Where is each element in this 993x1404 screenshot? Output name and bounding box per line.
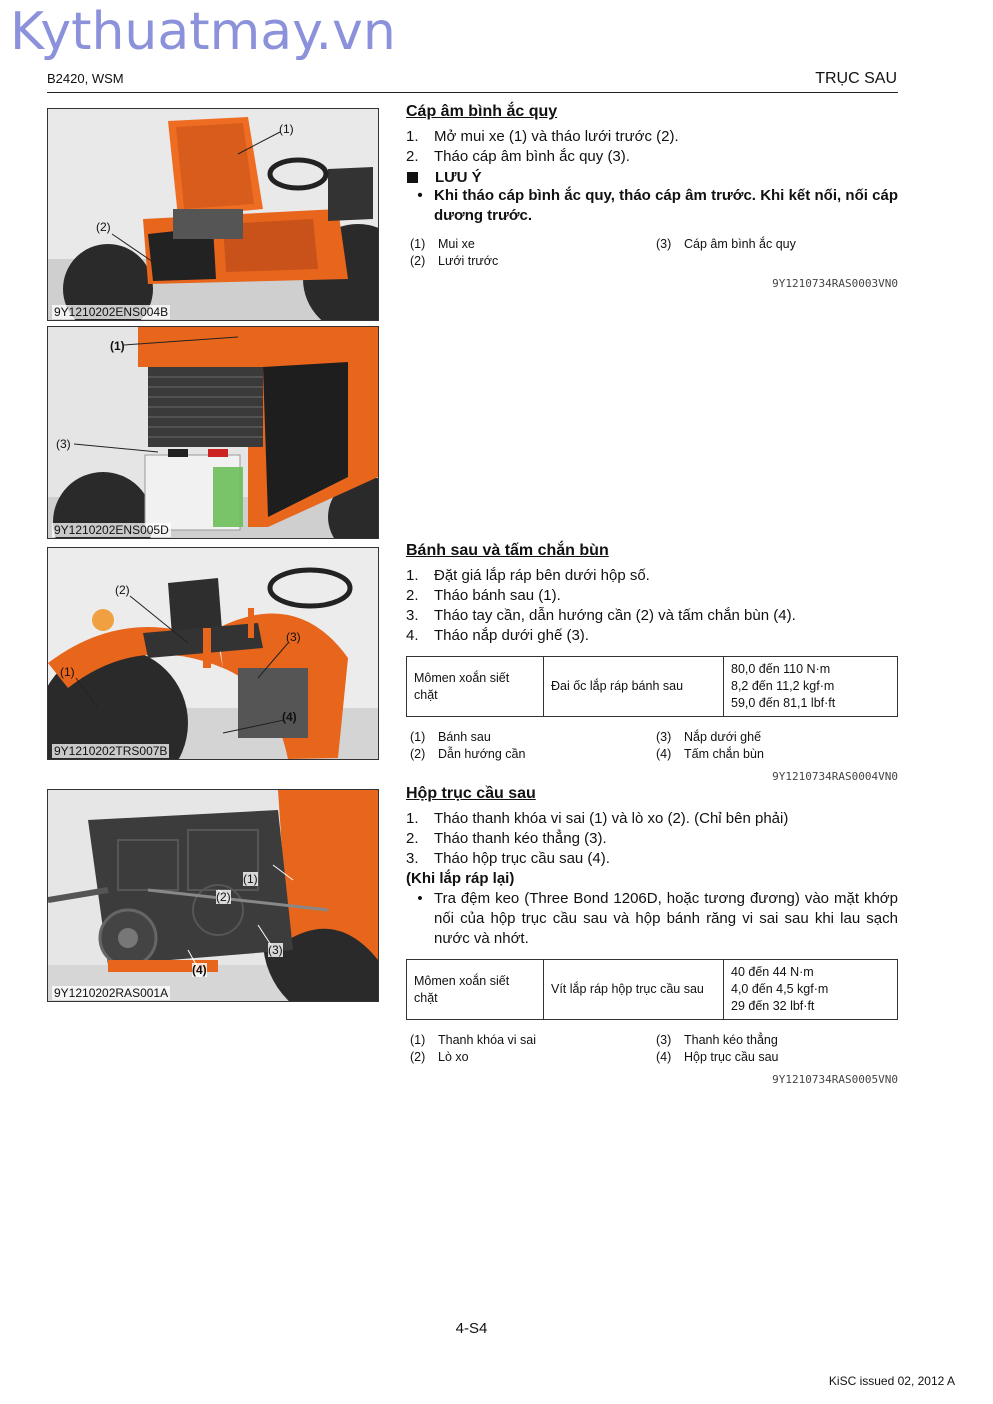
legend-item: (1) Mui xe <box>410 237 475 251</box>
legend-item: (1) Bánh sau <box>410 730 491 744</box>
legend-item: (3) Thanh kéo thẳng <box>656 1033 778 1047</box>
callout-2: (2) <box>216 890 231 904</box>
photo-rear-axle-case <box>47 789 379 1002</box>
legend-item: (3) Nắp dưới ghế <box>656 730 762 744</box>
legend-item <box>652 253 898 270</box>
step-item: 2. Tháo bánh sau (1). <box>406 587 561 604</box>
callout-4: (4) <box>192 963 207 977</box>
callout-2: (2) <box>96 220 111 234</box>
torque-part: Vít lắp ráp hộp trục cầu sau <box>544 960 724 1020</box>
reference-code: 9Y1210734RAS0004VN0 <box>772 770 898 783</box>
header-model: B2420, WSM <box>47 71 124 86</box>
step-item: 1. Đặt giá lắp ráp bên dưới hộp số. <box>406 567 650 584</box>
callout-1: (1) <box>60 665 75 679</box>
legend <box>406 236 898 270</box>
legend <box>406 1032 898 1066</box>
section-title: Bánh sau và tấm chắn bùn <box>406 542 609 559</box>
torque-label: Mômen xoắn siết chặt <box>407 960 544 1020</box>
step-item: 1. Tháo thanh khóa vi sai (1) và lò xo (2). (Chỉ bên phải) <box>406 810 789 827</box>
section-title: Cáp âm bình ắc quy <box>406 103 558 120</box>
section-rear-wheel <box>406 542 898 783</box>
step-item: 3. Tháo tay cần, dẫn hướng cần (2) và tấm chắn bùn (4). <box>406 607 796 624</box>
photo-code: 9Y1210202RAS001A <box>54 986 169 1000</box>
legend-item: (4) Tấm chắn bùn <box>656 747 764 761</box>
callout-1: (1) <box>110 339 125 353</box>
page-number: 4-S4 <box>455 1320 488 1337</box>
callout-3: (3) <box>56 437 71 451</box>
footer-issue: KiSC issued 02, 2012 A <box>828 1374 955 1388</box>
callout-1: (1) <box>243 872 258 886</box>
reassembly-bullet: • Tra đệm keo (Three Bond 1206D, hoặc tương đương) vào mặt khớp nối của hộp trục cầu sau và hộp bánh răng vi sai sau khi lau sạch nước và nhớt. <box>417 890 898 947</box>
section-rear-axle-case <box>406 785 898 1086</box>
step-item: 2. Tháo thanh kéo thẳng (3). <box>406 830 607 847</box>
note-heading: LƯU Ý <box>406 169 898 186</box>
step-item: 1. Mở mui xe (1) và tháo lưới trước (2). <box>406 128 679 145</box>
callout-4: (4) <box>282 710 297 724</box>
reference-code: 9Y1210734RAS0005VN0 <box>772 1073 898 1086</box>
photo-code: 9Y1210202ENS004B <box>54 305 169 319</box>
legend-item: (3) Cáp âm bình ắc quy <box>656 237 796 251</box>
header-divider <box>47 92 898 93</box>
reassembly-heading: (Khi lắp ráp lại) <box>406 870 515 887</box>
legend-item: (4) Hộp trục cầu sau <box>656 1050 779 1064</box>
step-item: 3. Tháo hộp trục cầu sau (4). <box>406 850 610 867</box>
legend <box>406 729 898 763</box>
watermark-logo: Kythuatmay.vn <box>10 2 396 62</box>
photo-battery <box>47 326 379 539</box>
legend-item: (2) Lò xo <box>410 1050 469 1064</box>
step-item: 2. Tháo cáp âm bình ắc quy (3). <box>406 148 630 165</box>
callout-1: (1) <box>279 122 294 136</box>
torque-values: 40 đến 44 N·m 4,0 đến 4,5 kgf·m 29 đến 32 lbf·ft <box>724 960 898 1020</box>
legend-item: (2) Dẫn hướng cần <box>410 747 526 761</box>
note-bullet: • Khi tháo cáp bình ắc quy, tháo cáp âm trước. Khi kết nối, nối cáp dương trước. <box>417 187 898 224</box>
step-list <box>406 809 898 869</box>
square-bullet-icon <box>407 172 418 183</box>
legend-item: (2) Lưới trước <box>410 254 499 268</box>
photo-rear-wheel <box>47 547 379 760</box>
torque-part: Đai ốc lắp ráp bánh sau <box>544 657 724 717</box>
step-list <box>406 566 898 646</box>
section-title: Hộp trục cầu sau <box>406 785 536 802</box>
torque-table <box>406 959 898 1020</box>
header-chapter: TRỤC SAU <box>815 70 897 87</box>
torque-table <box>406 656 898 717</box>
torque-values: 80,0 đến 110 N·m 8,2 đến 11,2 kgf·m 59,0 đến 81,1 lbf·ft <box>724 657 898 717</box>
torque-label: Mômen xoắn siết chặt <box>407 657 544 717</box>
callout-3: (3) <box>286 630 301 644</box>
section-battery-cable <box>406 103 898 290</box>
photo-code: 9Y1210202TRS007B <box>54 744 168 758</box>
photo-code: 9Y1210202ENS005D <box>54 523 169 537</box>
photo-hood-open <box>47 108 379 321</box>
legend-item: (1) Thanh khóa vi sai <box>410 1033 536 1047</box>
step-list <box>406 127 898 167</box>
step-item: 4. Tháo nắp dưới ghế (3). <box>406 627 589 644</box>
callout-3: (3) <box>268 943 283 957</box>
callout-2: (2) <box>115 583 130 597</box>
reference-code: 9Y1210734RAS0003VN0 <box>772 277 898 290</box>
